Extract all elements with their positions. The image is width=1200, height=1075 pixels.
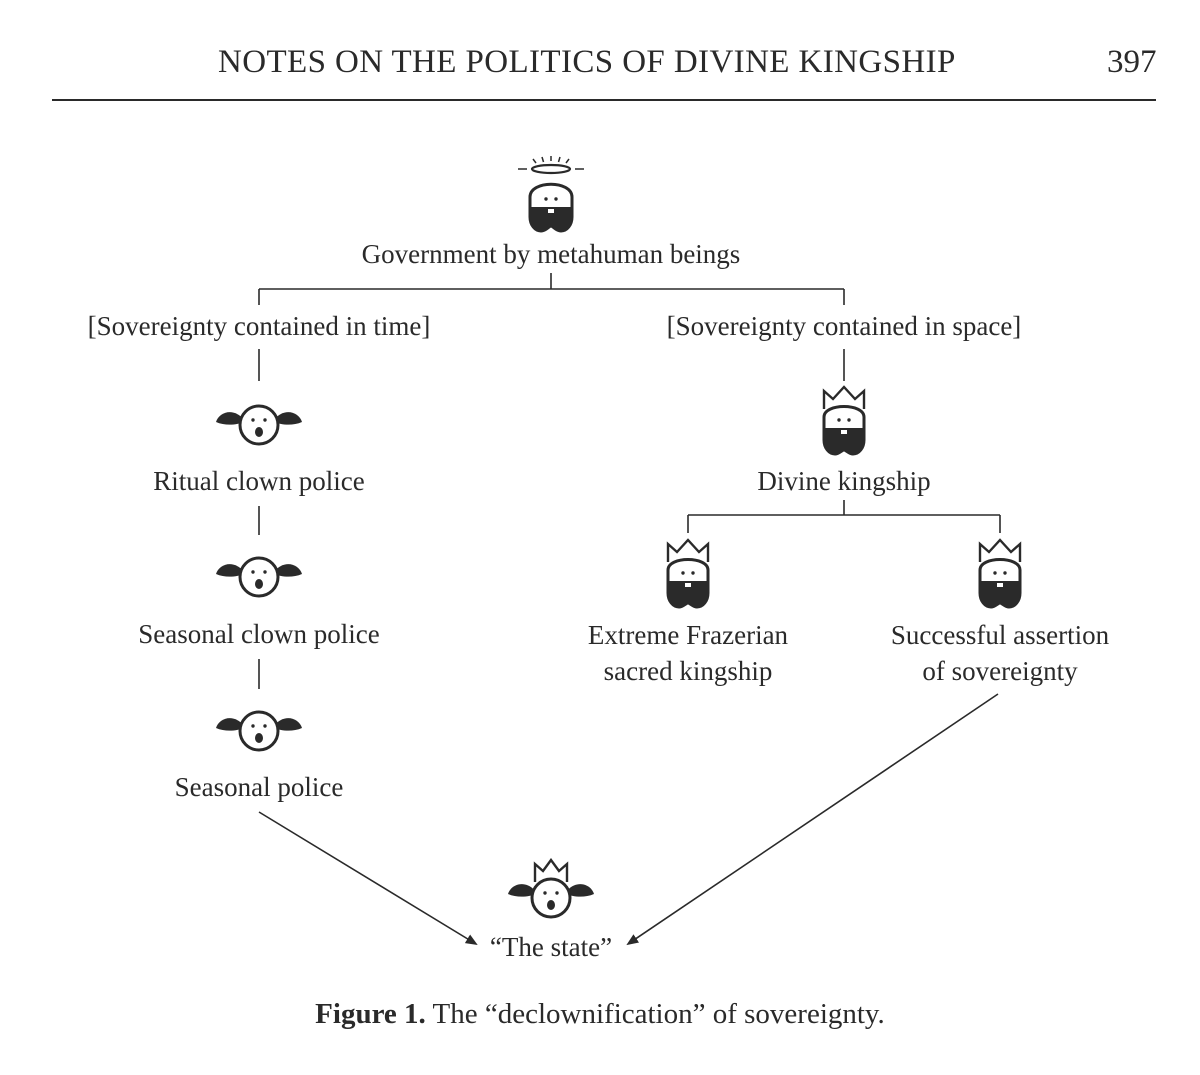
node-extreme-frazerian-line2: sacred kingship [603,656,773,686]
figure-caption [0,998,1200,1031]
clown-head-icon [213,550,305,604]
metahuman-figure-icon [515,155,587,240]
arrow-right [628,694,998,944]
node-extreme-frazerian-line1: Extreme Frazerian [587,620,789,650]
crowned-clown-icon [505,858,597,924]
node-the-state: “The state” [489,932,613,962]
figure-label: Figure 1. [315,998,426,1030]
node-extreme-frazerian-sacred-kingship [538,617,838,689]
node-ritual-clown-police: Ritual clown police [153,466,365,496]
node-successful-assertion-line2: of sovereignty [922,656,1078,686]
arrow-left [259,812,476,944]
node-seasonal-police: Seasonal police [174,772,344,802]
crowned-king-icon [660,536,716,612]
node-sovereignty-contained-in-time: [Sovereignty contained in time] [87,311,431,341]
running-head-title: NOTES ON THE POLITICS OF DIVINE KINGSHIP [218,44,956,80]
crowned-king-icon [816,383,872,459]
node-successful-assertion-of-sovereignty [850,617,1150,689]
node-seasonal-clown-police: Seasonal clown police [138,619,380,649]
node-government-by-metahuman-beings: Government by metahuman beings [361,239,741,269]
node-successful-assertion-line1: Successful assertion [890,620,1110,650]
node-divine-kingship: Divine kingship [757,466,931,496]
clown-head-icon [213,398,305,452]
clown-head-icon [213,704,305,758]
page-number: 397 [1107,44,1157,80]
crowned-king-icon [972,536,1028,612]
node-sovereignty-contained-in-space: [Sovereignty contained in space] [666,311,1022,341]
figure-caption-text: The “declownification” of sovereignty. [425,998,885,1030]
